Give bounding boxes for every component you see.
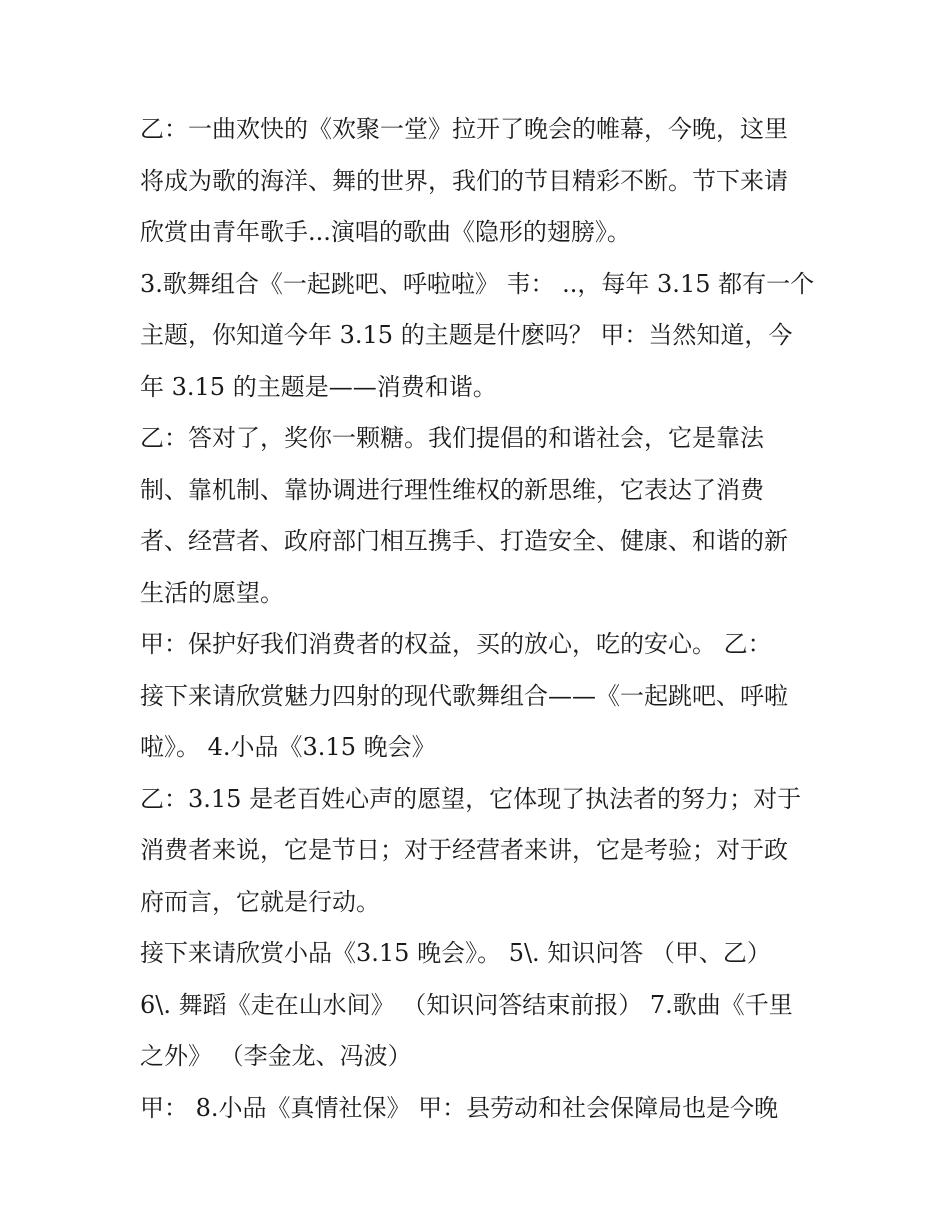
- text-line: 3.歌舞组合《一起跳吧、呼啦啦》 韦： ..，每年 3.15 都有一个: [140, 269, 815, 298]
- text-line: 甲：保护好我们消费者的权益，买的放心，吃的安心。 乙：: [140, 630, 772, 658]
- document-body: [140, 104, 820, 1134]
- text-line: 甲： 8.小品《真情社保》 甲：县劳动和社会保障局也是今晚: [140, 1093, 779, 1122]
- text-line: 乙：3.15 是老百姓心声的愿望，它体现了执法者的努力；对于: [140, 784, 802, 813]
- text-line: 6\. 舞蹈《走在山水间》 （知识问答结束前报） 7.歌曲《千里: [140, 990, 793, 1019]
- text-line: 制、靠机制、靠协调进行理性维权的新思维，它表达了消费: [140, 475, 764, 504]
- text-line: 生活的愿望。: [140, 578, 284, 607]
- text-line: 消费者来说，它是节日；对于经营者来讲，它是考验；对于政: [140, 836, 788, 864]
- text-line: 接下来请欣赏小品《3.15 晚会》。 5\. 知识问答 （甲、乙）: [140, 939, 771, 967]
- text-line: 啦》。 4.小品《3.15 晚会》: [140, 733, 436, 761]
- text-line: 者、经营者、政府部门相互携手、打造安全、健康、和谐的新: [140, 527, 788, 555]
- text-line: 乙：一曲欢快的《欢聚一堂》拉开了晚会的帷幕，今晚，这里: [140, 115, 788, 143]
- text-line: 年 3.15 的主题是——消费和谐。: [140, 372, 497, 401]
- text-line: 主题，你知道今年 3.15 的主题是什麽吗？ 甲：当然知道，今: [140, 321, 793, 349]
- text-line: 府而言，它就是行动。: [140, 887, 380, 916]
- text-line: 将成为歌的海洋、舞的世界，我们的节目精彩不断。节下来请: [140, 166, 788, 195]
- text-line: 接下来请欣赏魅力四射的现代歌舞组合——《一起跳吧、呼啦: [140, 681, 788, 710]
- text-line: 乙：答对了，奖你一颗糖。我们提倡的和谐社会，它是靠法: [140, 424, 764, 452]
- text-line: 欣赏由青年歌手...演唱的歌曲《隐形的翅膀》。: [140, 218, 631, 246]
- text-line: 之外》 （李金龙、冯波）: [140, 1042, 412, 1070]
